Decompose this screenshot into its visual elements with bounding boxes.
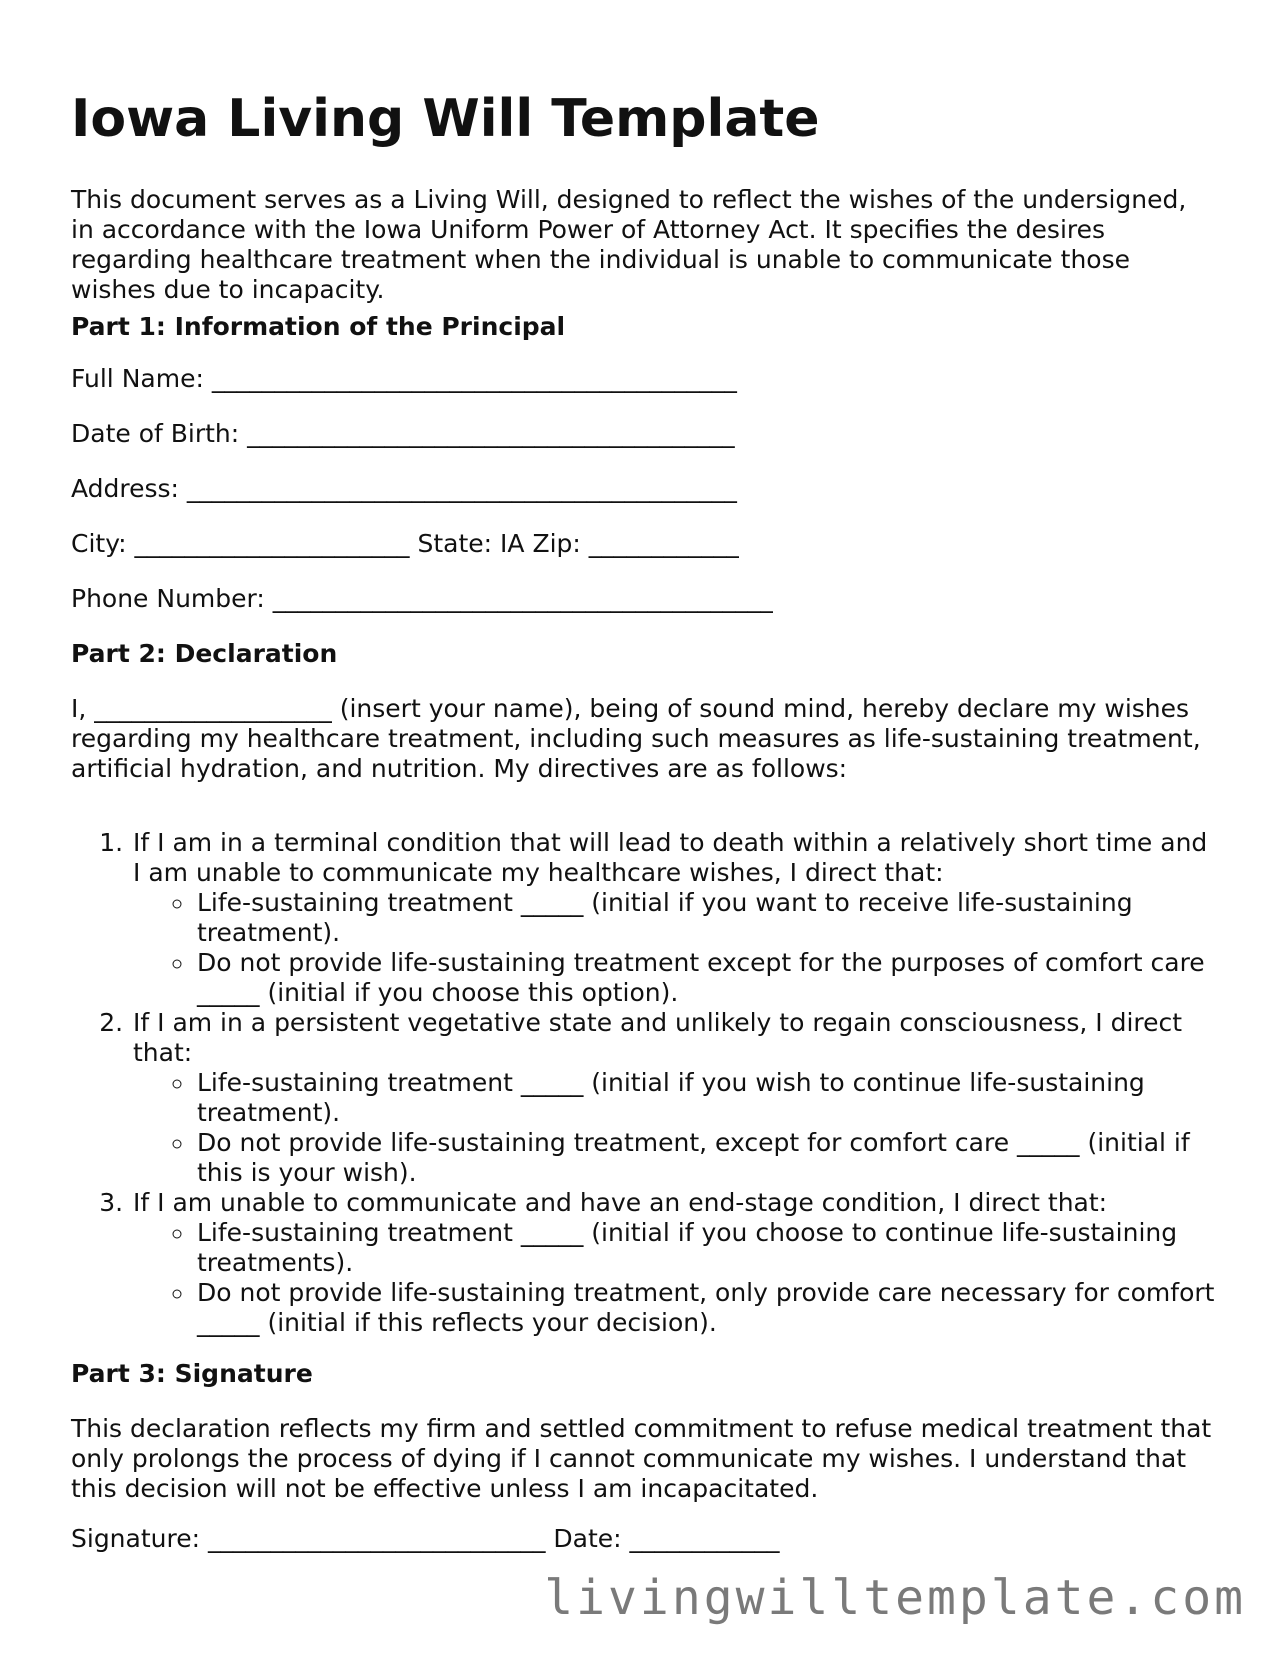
directive-text: If I am in a terminal condition that will lead to death within a relatively short time and I am unable to communicate my healthcare wishes, I direct that:	[133, 828, 1208, 887]
signature-date-field: Signature: ___________________________ Date: ____________	[71, 1524, 780, 1553]
address-field: Address: ____________________________________________	[71, 474, 737, 503]
phone-number-field: Phone Number: ________________________________________	[71, 584, 773, 613]
directive-item	[131, 1008, 1221, 1188]
directive-text: If I am unable to communicate and have an end-stage condition, I direct that:	[133, 1188, 1108, 1217]
options-list	[133, 1068, 1221, 1188]
date-of-birth-field: Date of Birth: _______________________________________	[71, 419, 735, 448]
option-item: ◦ Life-sustaining treatment _____ (initial if you choose to continue life-sustaining treatments).	[195, 1218, 1221, 1278]
options-list	[133, 1218, 1221, 1338]
part3-heading: Part 3: Signature	[71, 1359, 313, 1388]
directive-item	[131, 1188, 1221, 1338]
city-state-zip-field: City: ______________________ State: IA Zip: ____________	[71, 529, 739, 558]
option-item: ◦ Life-sustaining treatment _____ (initial if you want to receive life-sustaining treatment).	[195, 888, 1221, 948]
intro-paragraph: This document serves as a Living Will, designed to reflect the wishes of the undersigned, in accordance with the Iowa Uniform Power of Attorney Act. It specifies the desires regarding healthcare treatment when the individual is unable to communicate those wishes due to incapacity.	[71, 185, 1187, 304]
option-item: ◦ Do not provide life-sustaining treatment, only provide care necessary for comfort _____ (initial if this reflects your decision).	[195, 1278, 1221, 1338]
signature-statement: This declaration reflects my firm and settled commitment to refuse medical treatment that only prolongs the process of dying if I cannot communicate my wishes. I understand that this decision will not be effective unless I am incapacitated.	[71, 1414, 1212, 1503]
directive-item	[131, 828, 1221, 1008]
document-title: Iowa Living Will Template	[71, 89, 820, 149]
part2-heading: Part 2: Declaration	[71, 639, 338, 668]
options-list	[133, 888, 1221, 1008]
full-name-field: Full Name: __________________________________________	[71, 364, 737, 393]
option-item: ◦ Do not provide life-sustaining treatment, except for comfort care _____ (initial if this is your wish).	[195, 1128, 1221, 1188]
directives-list	[71, 828, 1221, 1338]
declaration-paragraph: I, ___________________ (insert your name), being of sound mind, hereby declare my wishes regarding my healthcare treatment, including such measures as life-sustaining treatment, artificial hydration, and nutrition. My directives are as follows:	[71, 694, 1201, 783]
part1-heading: Part 1: Information of the Principal	[71, 312, 566, 341]
option-item: ◦ Life-sustaining treatment _____ (initial if you wish to continue life-sustaining treatment).	[195, 1068, 1221, 1128]
watermark: livingwilltemplate.com	[544, 1570, 1246, 1626]
option-item: ◦ Do not provide life-sustaining treatment except for the purposes of comfort care _____ (initial if you choose this option).	[195, 948, 1221, 1008]
directive-text: If I am in a persistent vegetative state and unlikely to regain consciousness, I direct that:	[133, 1008, 1183, 1067]
